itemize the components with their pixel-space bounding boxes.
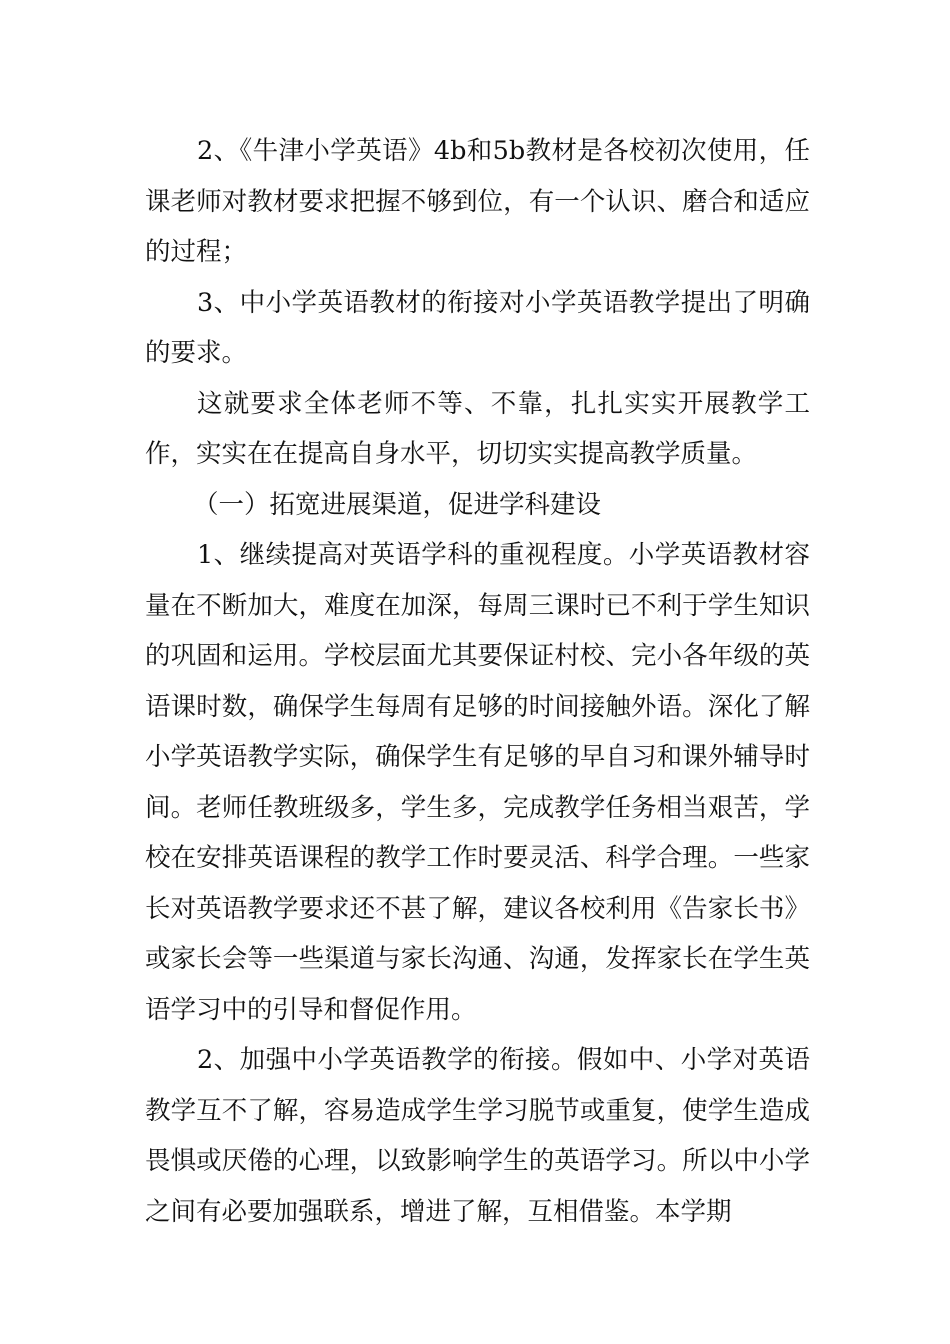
paragraph-item-2: 2、《牛津小学英语》4b和5b教材是各校初次使用，任课老师对教材要求把握不够到位，有一个认识、磨合和适应的过程； [145, 136, 810, 267]
paragraph-item-3: 3、中小学英语教材的衔接对小学英语教学提出了明确的要求。 [145, 287, 810, 368]
paragraph-requirement: 这就要求全体老师不等、不靠，扎扎实实开展教学工作，实实在在提高自身水平，切切实实提高教学质量。 [145, 388, 810, 469]
section-heading: （一）拓宽进展渠道，促进学科建设 [193, 489, 602, 520]
document-body [145, 126, 810, 1237]
paragraph-point-2: 2、加强中小学英语教学的衔接。假如中、小学对英语教学互不了解，容易造成学生学习脱节或重复，使学生造成畏惧或厌倦的心理，以致影响学生的英语学习。所以中小学之间有必要加强联系，增进了解，互相借鉴。本学期 [145, 1045, 810, 1227]
paragraph-point-1: 1、继续提高对英语学科的重视程度。小学英语教材容量在不断加大，难度在加深，每周三课时已不利于学生知识的巩固和运用。学校层面尤其要保证村校、完小各年级的英语课时数，确保学生每周有足够的时间接触外语。深化了解小学英语教学实际，确保学生有足够的早自习和课外辅导时间。老师任教班级多，学生多，完成教学任务相当艰苦，学校在安排英语课程的教学工作时要灵活、科学合理。一些家长对英语教学要求还不甚了解，建议各校利用《告家长书》或家长会等一些渠道与家长沟通、沟通，发挥家长在学生英语学习中的引导和督促作用。 [145, 540, 810, 1025]
